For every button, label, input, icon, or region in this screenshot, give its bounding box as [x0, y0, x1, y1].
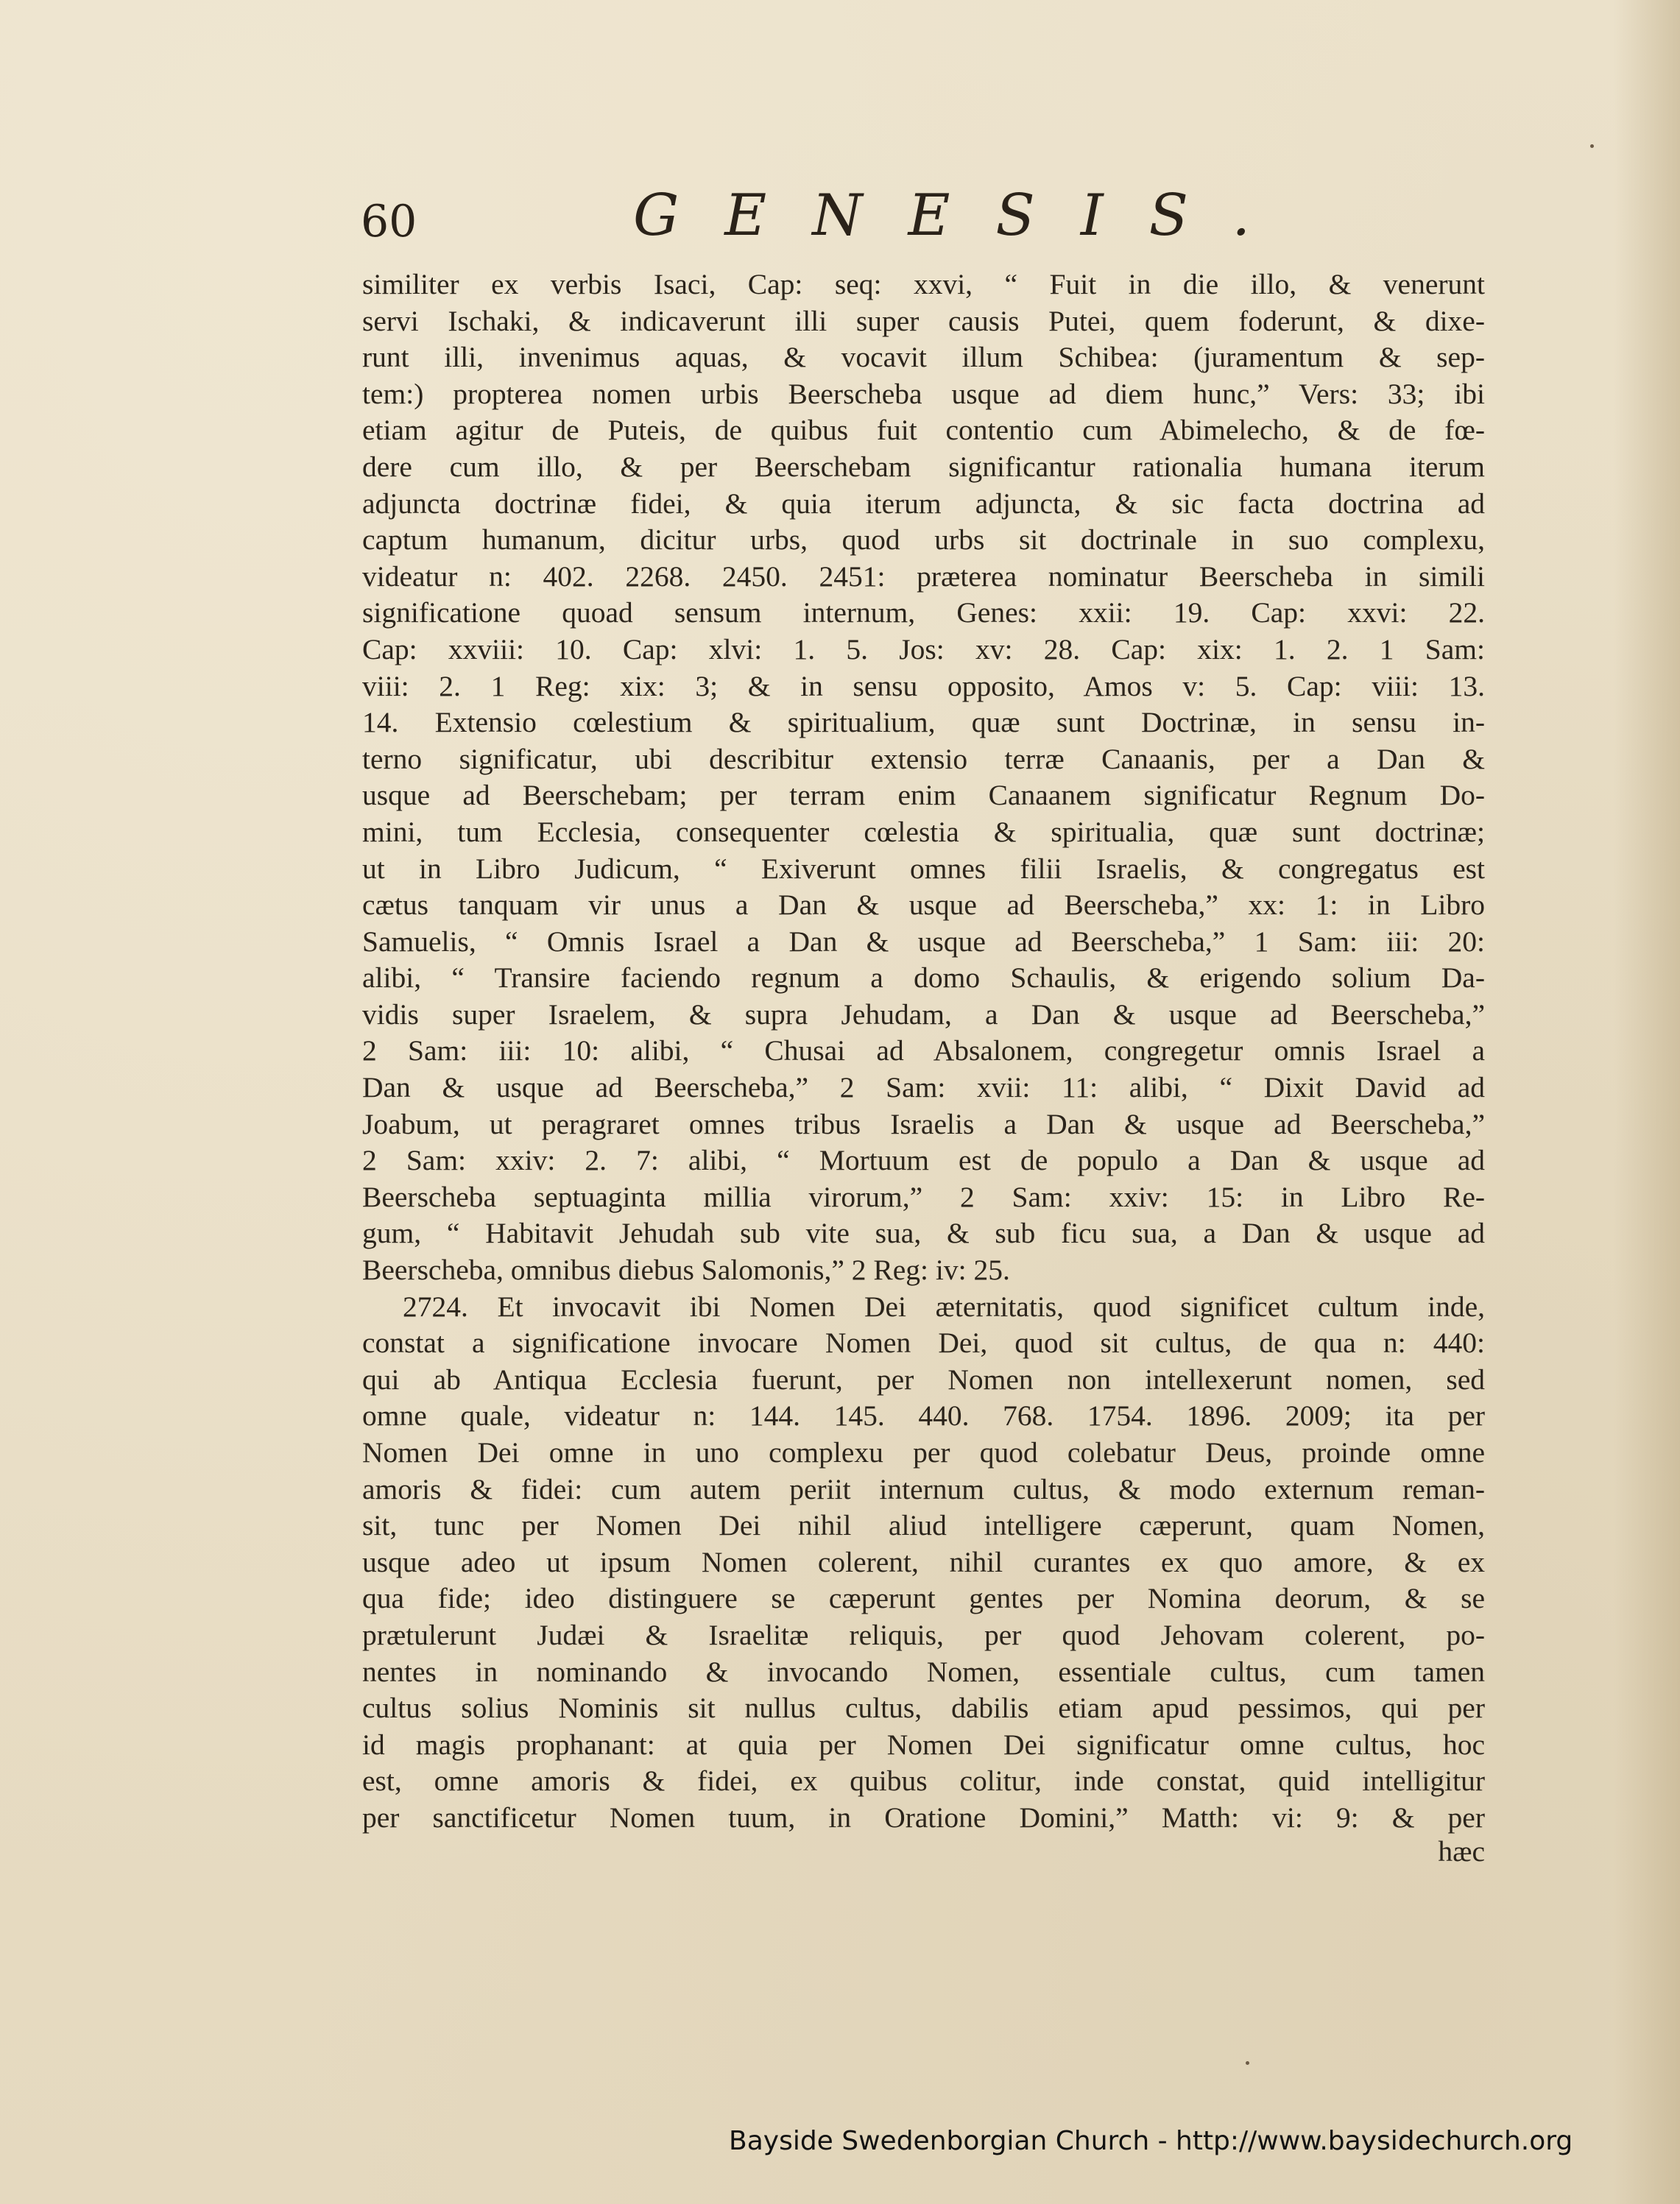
text-line: qui ab Antiqua Ecclesia fuerunt, per Nomen non intellexerunt nomen, sed: [362, 1363, 1485, 1396]
text-line: Beerscheba septuaginta millia virorum,” 2 Sam: xxiv: 15: in Libro Re-: [362, 1180, 1485, 1213]
text-line: Dan & usque ad Beerscheba,” 2 Sam: xvii: 11: alibi, “ Dixit David ad: [362, 1071, 1485, 1104]
text-line: nentes in nominando & invocando Nomen, essentiale cultus, cum tamen: [362, 1655, 1485, 1688]
watermark: Bayside Swedenborgian Church - http://www.baysidechurch.org: [729, 2126, 1573, 2156]
page-gutter-shadow: [1614, 0, 1680, 2204]
text-line: Nomen Dei omne in uno complexu per quod colebatur Deus, proinde omne: [362, 1436, 1485, 1469]
text-line: Beerscheba, omnibus diebus Salomonis,” 2 Reg: iv: 25.: [362, 1254, 1010, 1287]
text-line: 2 Sam: xxiv: 2. 7: alibi, “ Mortuum est de populo a Dan & usque ad: [362, 1144, 1485, 1177]
paper-speck: [1246, 2061, 1249, 2065]
text-line: sit, tunc per Nomen Dei nihil aliud intelligere cæperunt, quam Nomen,: [362, 1509, 1485, 1542]
text-line: mini, tum Ecclesia, consequenter cœlestia & spiritualia, quæ sunt doctrinæ;: [362, 815, 1485, 848]
text-line: 2 Sam: iii: 10: alibi, “ Chusai ad Absalonem, congregetur omnis Israel a: [362, 1034, 1485, 1067]
paper-speck: [1590, 144, 1594, 148]
catchword: hæc: [1438, 1835, 1485, 1868]
text-line: Joabum, ut peragraret omnes tribus Israelis a Dan & usque ad Beerscheba,”: [362, 1107, 1485, 1140]
text-line: vidis super Israelem, & supra Jehudam, a Dan & usque ad Beerscheba,”: [362, 997, 1485, 1031]
text-line: est, omne amoris & fidei, ex quibus colitur, inde constat, quid intelligitur: [362, 1765, 1485, 1798]
text-line: tem:) propterea nomen urbis Beerscheba usque ad diem hunc,” Vers: 33; ibi: [362, 377, 1485, 410]
text-line: similiter ex verbis Isaci, Cap: seq: xxvi, “ Fuit in die illo, & venerunt: [362, 268, 1485, 300]
text-line: usque ad Beerschebam; per terram enim Canaanem significatur Regnum Do-: [362, 779, 1485, 812]
text-line: servi Ischaki, & indicaverunt illi super causis Putei, quem foderunt, & dixe-: [362, 304, 1485, 337]
text-line: ut in Libro Judicum, “ Exiverunt omnes filii Israelis, & congregatus est: [362, 852, 1485, 885]
text-line: Cap: xxviii: 10. Cap: xlvi: 1. 5. Jos: xv: 28. Cap: xix: 1. 2. 1 Sam:: [362, 632, 1485, 665]
text-line: id magis prophanant: at quia per Nomen Dei significatur omne cultus, hoc: [362, 1728, 1485, 1761]
text-line: etiam agitur de Puteis, de quibus fuit contentio cum Abimelecho, & de fœ-: [362, 414, 1485, 447]
text-line: Samuelis, “ Omnis Israel a Dan & usque ad Beerscheba,” 1 Sam: iii: 20:: [362, 925, 1485, 958]
text-line: cultus solius Nominis sit nullus cultus, dabilis etiam apud pessimos, qui per: [362, 1692, 1485, 1725]
text-line: per sanctificetur Nomen tuum, in Oratione Domini,” Matth: vi: 9: & per: [362, 1801, 1485, 1834]
text-line: gum, “ Habitavit Jehudah sub vite sua, & sub ficu sua, a Dan & usque ad: [362, 1217, 1485, 1250]
text-line: captum humanum, dicitur urbs, quod urbs sit doctrinale in suo complexu,: [362, 523, 1485, 557]
text-line: prætulerunt Judæi & Israelitæ reliquis, per quod Jehovam colerent, po-: [362, 1618, 1485, 1651]
text-line: terno significatur, ubi describitur extensio terræ Canaanis, per a Dan &: [362, 742, 1485, 775]
text-line: usque adeo ut ipsum Nomen colerent, nihil curantes ex quo amore, & ex: [362, 1545, 1485, 1578]
text-line: amoris & fidei: cum autem periit internum cultus, & modo externum reman-: [362, 1472, 1485, 1505]
text-line: 2724. Et invocavit ibi Nomen Dei æternitatis, quod significet cultum inde,: [403, 1290, 1485, 1323]
text-line: cætus tanquam vir unus a Dan & usque ad Beerscheba,” xx: 1: in Libro: [362, 889, 1485, 922]
text-line: dere cum illo, & per Beerschebam significantur rationalia humana iterum: [362, 450, 1485, 483]
text-line: videatur n: 402. 2268. 2450. 2451: præterea nominatur Beerscheba in simili: [362, 559, 1485, 593]
text-line: 14. Extensio cœlestium & spiritualium, quæ sunt Doctrinæ, in sensu in-: [362, 706, 1485, 739]
text-line: adjuncta doctrinæ fidei, & quia iterum adjuncta, & sic facta doctrina ad: [362, 487, 1485, 520]
page-number: 60: [361, 196, 417, 247]
body-text: [362, 266, 1485, 1837]
text-line: qua fide; ideo distinguere se cæperunt gentes per Nomina deorum, & se: [362, 1582, 1485, 1615]
text-line: significatione quoad sensum internum, Genes: xxii: 19. Cap: xxvi: 22.: [362, 596, 1485, 629]
page-header: [361, 183, 1509, 264]
text-line: viii: 2. 1 Reg: xix: 3; & in sensu opposito, Amos v: 5. Cap: viii: 13.: [362, 669, 1485, 702]
text-line: alibi, “ Transire faciendo regnum a domo Schaulis, & erigendo solium Da-: [362, 961, 1485, 995]
text-line: omne quale, videatur n: 144. 145. 440. 768. 1754. 1896. 2009; ita per: [362, 1399, 1485, 1433]
running-head: GENESIS.: [633, 183, 1296, 249]
text-line: constat a significatione invocare Nomen Dei, quod sit cultus, de qua n: 440:: [362, 1327, 1485, 1360]
text-line: runt illi, invenimus aquas, & vocavit illum Schibea: (juramentum & sep-: [362, 341, 1485, 374]
